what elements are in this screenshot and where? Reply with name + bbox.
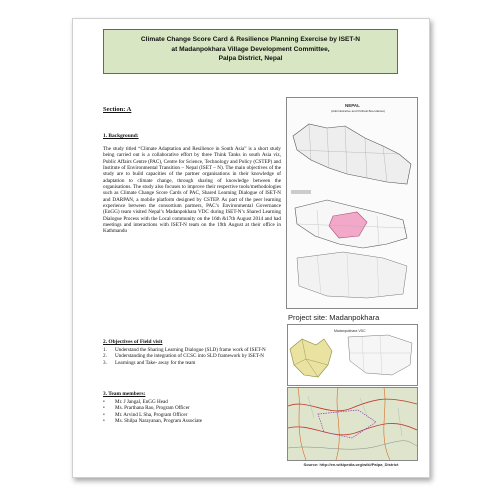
objective-item: 3. Learnings and Take- away for the team	[103, 359, 196, 366]
nepal-map-title: NEPAL	[345, 103, 360, 108]
title-line-1: Climate Change Score Card & Resilience Planning Exercise by ISET-N	[140, 36, 361, 43]
title-line-2: at Madanpokhara Village Development Committee,	[171, 45, 330, 53]
section-label: Section: A	[103, 106, 132, 113]
objective-item: 2. Understanding the integration of CCSC into SLD framework by ISET-N	[103, 353, 265, 360]
project-site-caption: Project site: Madanpokhara	[288, 313, 380, 322]
team-heading: 3. Team members:	[103, 391, 146, 397]
vdc-map	[287, 324, 418, 386]
team-list	[103, 399, 281, 424]
nepal-map-subtitle: (Administrative and Political Boundaries)	[331, 109, 385, 113]
objectives-list	[103, 347, 281, 366]
objectives-heading: 2. Objectives of Field visit	[103, 339, 163, 345]
team-member: • Ms. Prarthana Rao, Program Officer	[103, 405, 190, 412]
vdc-map-label: Madanpokhara VDC	[334, 329, 366, 333]
team-member: • Ms. Shilpa Narayanan, Program Associate	[103, 417, 203, 424]
nepal-map-graphic	[287, 98, 417, 308]
source-note: Source: http://en.wikipedia.org/wiki/Palpa_District	[303, 462, 399, 467]
title-line-3: Palpa District, Nepal	[218, 55, 283, 62]
team-member: • Mr. J Jangal, EnGG Head	[103, 399, 168, 405]
team-member: • Mr. Arvind L Sha, Program Officer	[103, 411, 188, 418]
vdc-map-graphic	[288, 325, 417, 385]
road-map	[287, 387, 418, 461]
objective-item: 1. Understand the Sharing Learning Dialogue (SLD) frame work of ISET-N	[103, 347, 266, 353]
background-text: The study titled “Climate Adaptation and Resilience in South Asia” is a short study being carried out is a collaborative effort by three Think Tanks in south Asia viz, Public Affairs Centre (PAC), Centre for Science, Technology and Policy (CSTEP) and Institute of Environmental Transition – Nepal (ISET – N). The main objectives of the study are to build capacities of the partner organisations in their knowledge of adaptation to climate change, through sharing of knowledge between the organisations. The study also focuses to improve their respective tools/methodologies such as Climate Change Score Cards of PAC, Shared Learning Dialogue of ISET-N and DARPAN, a mobile platform designed by CSTEP. As part of the peer learning experience between the consortium partners, PAC’s Environmental Governance (EnGG) team visited Nepal’s Madanpokhara VDC during ISET-N’s Shared Learning Dialogue Process with the Local community on the 16th &17th August 2014 and had meetings and interactions with ISET-N team on the 19th August at their office in Kathmandu	[103, 146, 281, 235]
document-page	[72, 18, 430, 478]
road-map-graphic	[288, 388, 417, 460]
title-banner	[103, 29, 398, 74]
background-heading: 1. Background:	[103, 133, 139, 139]
nepal-map	[286, 97, 418, 309]
